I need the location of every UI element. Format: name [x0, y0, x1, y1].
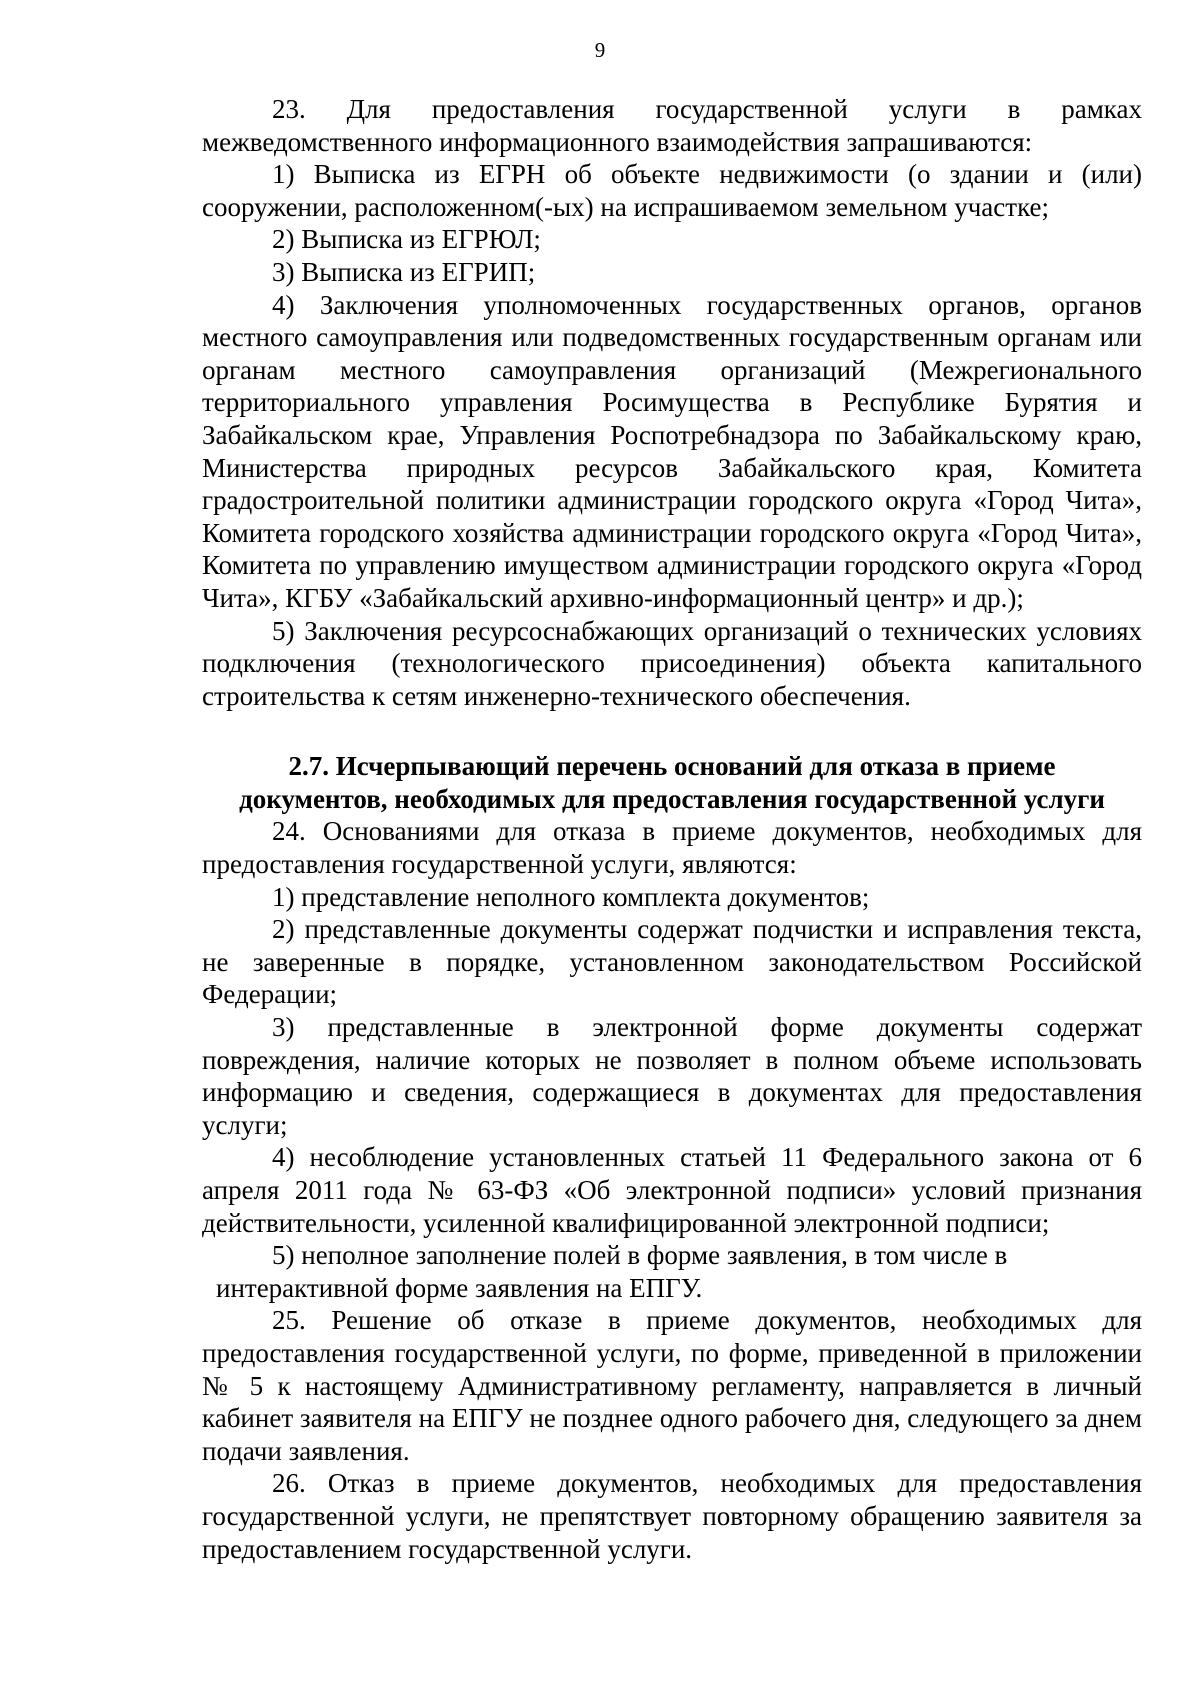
- paragraph-24: 24. Основаниями для отказа в приеме документов, необходимых для предоставления государственной услуги, являются:: [202, 816, 1142, 880]
- paragraph-23: 23. Для предоставления государственной услуги в рамках межведомственного информационного взаимодействия запрашиваются:: [202, 94, 1142, 157]
- refusal-reason-4: 4) несоблюдение установленных статьей 11 Федерального закона от 6 апреля 2011 года № 63-ФЗ «Об электронной подписи» условий признания действительности, усиленной квалифицированной электронной подписи;: [202, 1142, 1142, 1238]
- list-item-conclusions-authorities: 4) Заключения уполномоченных государственных органов, органов местного самоуправления или подведомственных государственным органам или органам местного самоуправления организаций (Межрегионального территориального управления Росимущества в Республике Бурятия и Забайкальском крае, Управления Роспотребнадзора по Забайкальскому краю, Министерства природных ресурсов Забайкальского края, Комитета градостроительной политики администрации городского округа «Город Чита», Комитета городского хозяйства администрации городского округа «Город Чита», Комитета по управлению имуществом администрации городского округа «Город Чита», КГБУ «Забайкальский архивно-информационный центр» и др.);: [202, 289, 1142, 613]
- page-number: 9: [594, 38, 606, 62]
- list-item-egrn: 1) Выписка из ЕГРН об объекте недвижимости (о здании и (или) сооружении, расположенном(-ых) на испрашиваемом земельном участке;: [202, 159, 1142, 222]
- heading-line-2: документов, необходимых для предоставления государственной услуги: [239, 783, 1105, 814]
- list-item-egrul: 2) Выписка из ЕГРЮЛ;: [272, 224, 541, 255]
- section-heading-2-7: [202, 750, 1142, 815]
- refusal-reason-5-continuation: интерактивной форме заявления на ЕПГУ.: [216, 1272, 703, 1303]
- heading-line-1: 2.7. Исчерпывающий перечень оснований для отказа в приеме: [288, 751, 1056, 782]
- refusal-reason-2: 2) представленные документы содержат подчистки и исправления текста, не заверенные в порядке, установленном законодательством Российской Федерации;: [202, 914, 1142, 1010]
- list-item-conclusions-utilities: 5) Заключения ресурсоснабжающих организаций о технических условиях подключения (технологического присоединения) объекта капитального строительства к сетям инженерно-технического обеспечения.: [202, 615, 1142, 711]
- list-item-egrip: 3) Выписка из ЕГРИП;: [272, 256, 536, 287]
- refusal-reason-1: 1) представление неполного комплекта документов;: [272, 881, 870, 912]
- refusal-reason-3: 3) представленные в электронной форме документы содержат повреждения, наличие которых не позволяет в полном объеме использовать информацию и сведения, содержащиеся в документах для предоставления услуги;: [202, 1012, 1142, 1140]
- section-gap: [202, 712, 1142, 750]
- paragraph-26: 26. Отказ в приеме документов, необходимых для предоставления государственной услуги, не препятствует повторному обращению заявителя за предоставлением государственной услуги.: [202, 1468, 1142, 1564]
- paragraph-25: 25. Решение об отказе в приеме документов, необходимых для предоставления государственной услуги, по форме, приведенной в приложении № 5 к настоящему Административному регламенту, направляется в личный кабинет заявителя на ЕПГУ не позднее одного рабочего дня, следующего за днем подачи заявления.: [202, 1305, 1142, 1466]
- document-body: [202, 93, 1142, 1565]
- refusal-reason-5: 5) неполное заполнение полей в форме заявления, в том числе в: [272, 1240, 1008, 1271]
